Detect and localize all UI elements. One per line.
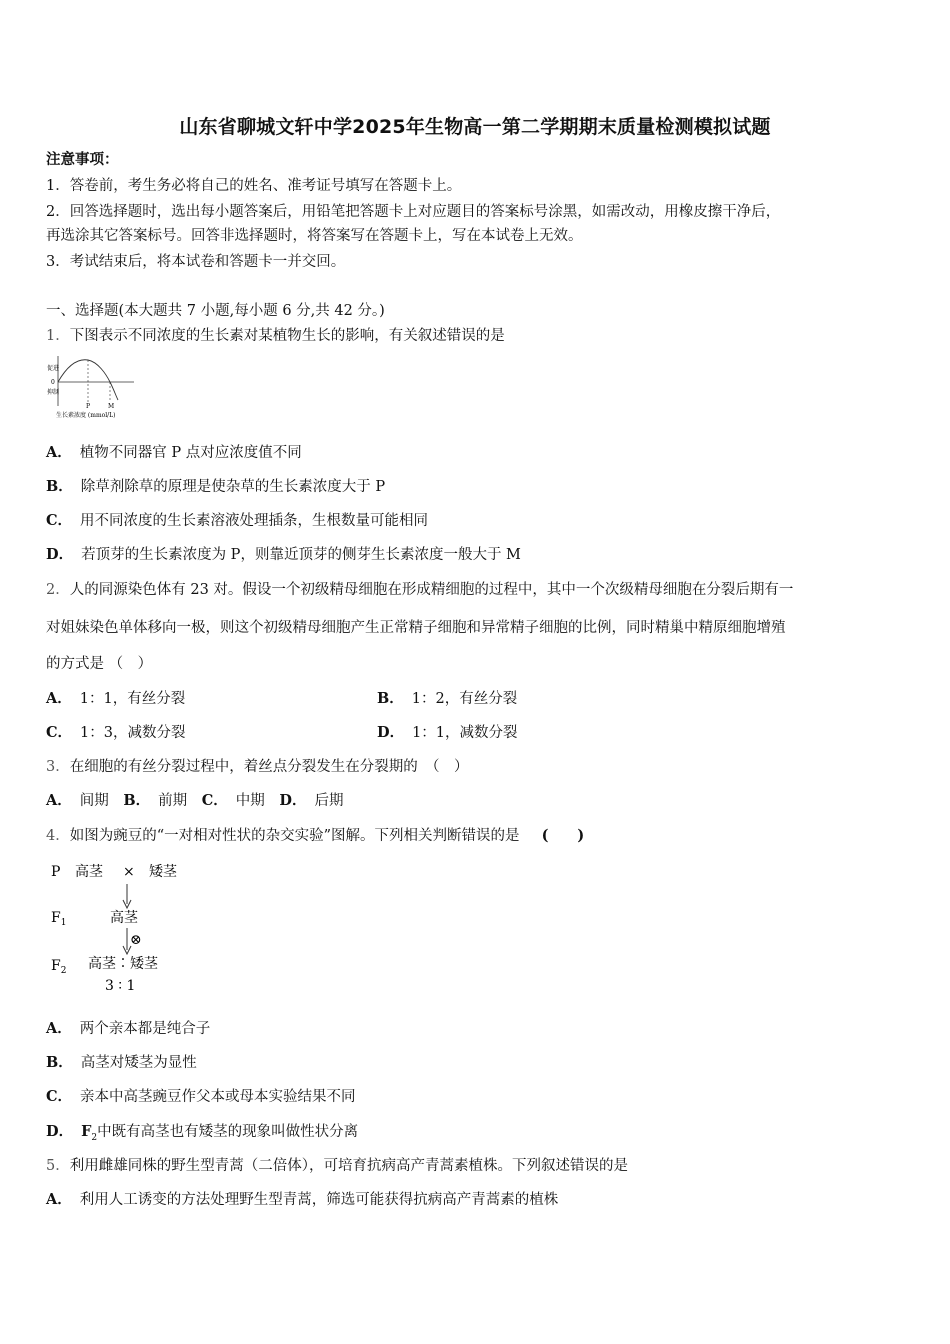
note-item-3: 3．考试结束后，将本试卷和答题卡一并交回。	[46, 254, 346, 270]
q2-option-a: A． 1：1，有丝分裂	[46, 690, 186, 707]
x-axis-label: 生长素浓度 (mmol/L)	[56, 412, 116, 419]
question-1	[46, 326, 505, 346]
p-generation-label: P	[51, 864, 61, 880]
q5-option-a: A． 利用人工诱变的方法处理野生型青蒿，筛选可能获得抗病高产青蒿素的植株	[46, 1191, 559, 1208]
question-stem: 在细胞的有丝分裂过程中，着丝点分裂发生在分裂期的 （ ）	[69, 759, 469, 775]
q2-option-c: C． 1：3，减数分裂	[46, 724, 186, 741]
q2-option-b: B． 1：2，有丝分裂	[377, 690, 518, 707]
q1-option-a: A． 植物不同器官 P 点对应浓度值不同	[46, 444, 302, 461]
selfing-symbol: ⊗	[130, 932, 142, 948]
f2-label: $F_2$	[51, 958, 67, 976]
f1-tall: 高茎	[110, 910, 138, 926]
q1-option-b: B． 除草剂除草的原理是使杂草的生长素浓度大于 P	[46, 478, 386, 495]
p-label: P	[86, 403, 91, 410]
f2-ratio: 3 ∶ 1	[105, 978, 136, 994]
question-stem: 人的同源染色体有 23 对。假设一个初级精母细胞在形成精细胞的过程中，其中一个次级精母细胞在分裂后期有一	[69, 582, 794, 598]
note-item-2-cont: 再选涂其它答案标号。回答非选择题时，将答案写在答题卡上，写在本试卷上无效。	[46, 228, 583, 244]
question-stem: 利用雌雄同株的野生型青蒿（二倍体），可培育抗病高产青蒿素植株。下列叙述错误的是	[69, 1158, 628, 1174]
f2-phenotypes: 高茎∶矮茎	[88, 956, 158, 972]
question-stem: 下图表示不同浓度的生长素对某植物生长的影响，有关叙述错误的是	[69, 328, 505, 344]
q3-options: A． 间期 B． 前期 C． 中期 D． 后期	[46, 792, 344, 809]
question-2-cont: 对姐妹染色单体移向一极，则这个初级精母细胞产生正常精子细胞和异常精子细胞的比例，同时精巢中精原细胞增殖	[46, 620, 786, 636]
q4-option-c: C． 亲本中高茎豌豆作父本或母本实验结果不同	[46, 1088, 356, 1105]
answer-blank: ( )	[541, 827, 585, 844]
q4-option-b: B． 高茎对矮茎为显性	[46, 1054, 197, 1071]
q1-option-c: C． 用不同浓度的生长素溶液处理插条，生根数量可能相同	[46, 512, 429, 529]
f1-label: $F_1$	[51, 910, 67, 928]
inhibit-label: 抑制	[47, 389, 60, 396]
cross-symbol: ×	[123, 864, 135, 880]
question-stem: 如图为豌豆的“一对相对性状的杂交实验”图解。下列相关判断错误的是	[69, 828, 520, 844]
parent-short: 矮茎	[149, 864, 177, 880]
question-5	[46, 1156, 628, 1176]
q2-option-d: D． 1：1，减数分裂	[377, 724, 518, 741]
question-2	[46, 580, 793, 600]
question-number: 5．	[46, 1158, 70, 1174]
m-label: M	[108, 403, 115, 410]
question-number: 3．	[46, 759, 70, 775]
question-number: 1．	[46, 328, 70, 344]
question-4	[46, 826, 584, 846]
question-3	[46, 757, 468, 777]
q4-option-a: A． 两个亲本都是纯合子	[46, 1020, 211, 1037]
notes-heading: 注意事项：	[46, 151, 119, 168]
question-number: 4．	[46, 828, 70, 844]
pea-cross-diagram	[46, 856, 196, 998]
q1-option-d: D． 若顶芽的生长素浓度为 P，则靠近顶芽的侧芽生长素浓度一般大于 M	[46, 546, 521, 563]
parent-tall: 高茎	[75, 864, 103, 880]
q4-option-d: D． $F_2$中既有高茎也有矮茎的现象叫做性状分离	[46, 1123, 359, 1143]
section-heading: 一、选择题(本大题共 7 小题,每小题 6 分,共 42 分。)	[46, 303, 385, 319]
zero-label: 0	[51, 379, 55, 386]
question-number: 2．	[46, 582, 70, 598]
promote-label: 促进	[47, 365, 60, 372]
note-item-2: 2．回答选择题时，选出每小题答案后，用铅笔把答题卡上对应题目的答案标号涂黑，如需改动，用橡皮擦干净后，	[46, 204, 781, 220]
note-item-1: 1．答卷前，考生务必将自己的姓名、准考证号填写在答题卡上。	[46, 178, 462, 194]
page-title: 山东省聊城文轩中学2025年生物高一第二学期期末质量检测模拟试题	[179, 116, 771, 138]
question-2-cont2: 的方式是 （ ）	[46, 656, 153, 672]
auxin-curve-figure	[46, 354, 146, 420]
